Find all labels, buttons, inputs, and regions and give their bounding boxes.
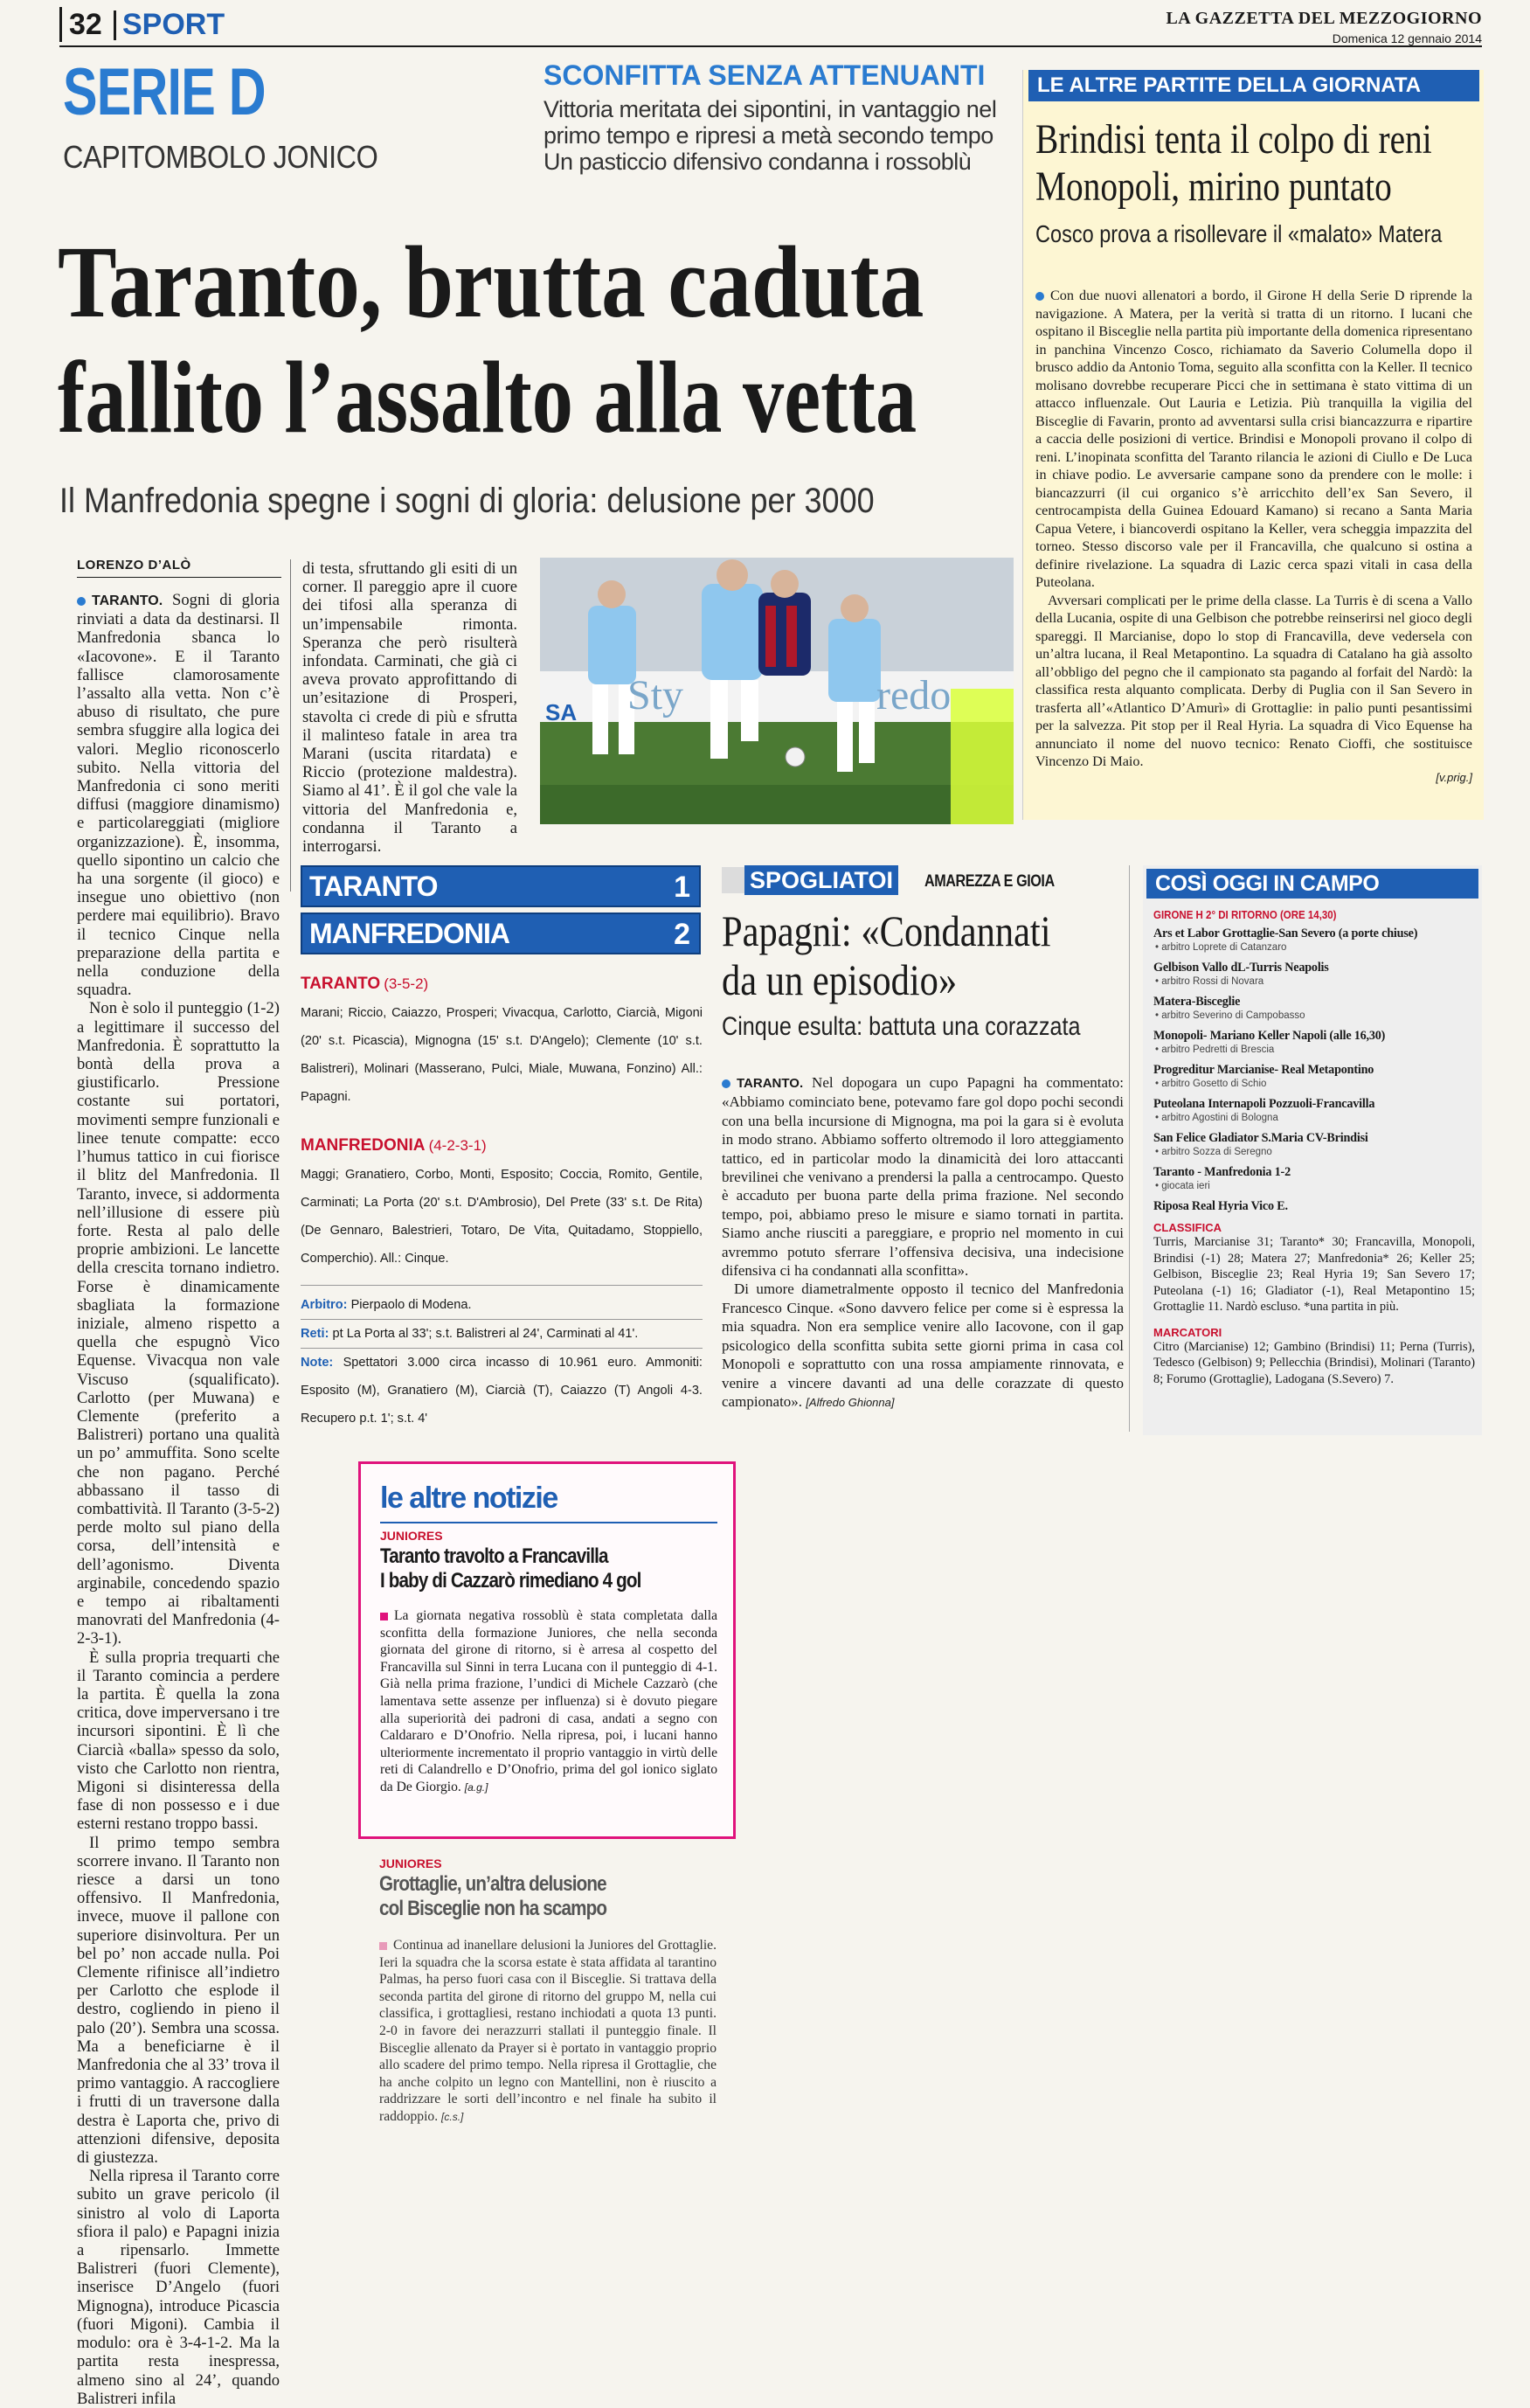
marcatori-label: MARCATORI — [1153, 1325, 1222, 1339]
summary-lines — [543, 96, 998, 175]
paragraph: Di umore diametralmente opposto il tecnico del Manfredonia Francesco Cinque. «Sono davvero felice per come si è espressa la mia squadra. Non era semplice venire allo Iacovone, con il gap psicologico della sconfitta subita sette giorni prima in casa col Monopoli e soprattutto con una rossa ampiamente rinnovata, e venire a vincere davanti ad una delle corazzate di questo campionato». — [722, 1280, 1124, 1410]
paragraph: di testa, sfruttando gli esiti di un corner. Il pareggio apre il cuore dei tifosi alla speranza di un’impensabile rimonta. Speranza che però risulterà infondata. Carminati, che già ci aveva provato approfittando di un’esitazione di Prosperi, stavolta ci crede di più e sfrutta il malinteso fatale in area tra Marani (uscita ritardata) e Riccio (protezione maldestra). Siamo al 41’. È il gol che vale la vittoria del Manfredonia e, condanna il Taranto a interrogarsi. — [302, 559, 517, 857]
referee: Pierpaolo di Modena. — [350, 1298, 472, 1312]
headline-line-2: fallito l’assalto alla vetta — [58, 340, 917, 455]
photo-banner-right: redo — [876, 672, 952, 718]
match-name: Taranto - Manfredonia 1-2 — [1153, 1165, 1291, 1179]
summary-line: primo tempo e ripresi a metà secondo tempo — [543, 122, 993, 149]
notizia-1-title-2: I baby di Cazzarò rimediano 4 gol — [380, 1569, 641, 1593]
notizia-1-title-1: Taranto travolto a Francavilla — [380, 1544, 608, 1568]
altre-partite-title-1: Brindisi tenta il colpo di reni — [1035, 116, 1432, 163]
kicker-subtitle: CAPITOMBOLO JONICO — [63, 139, 378, 175]
paragraph: Il primo tempo sembra scorrere invano. Il Taranto non riesce a darsi un tono offensivo. Il Manfredonia, invece, muove il pallone con superiore disinvoltura. Per un bel po’ non accade nulla. Poi Clemente rifinisce all’indietro per Carlotto che esplode il destro, cogliendo in pieno il palo (20’). Sembra una scossa. Ma a beneficiarne è il Manfredonia che al 33’ trova il primo vantaggio. A raccogliere i frutti di un traversone dalla destra è Laporta che, privo di attenzioni difensive, deposita di giustezza. — [77, 1833, 280, 2168]
match-name: Monopoli- Mariano Keller Napoli (alle 16,30) — [1153, 1029, 1386, 1043]
match-referee: • arbitro Rossi di Novara — [1155, 976, 1264, 987]
goals-line: Reti: pt La Porta al 33'; s.t. Balistreri al 24', Carminati al 41'. — [301, 1327, 639, 1341]
match-row — [1153, 995, 1475, 1023]
scoreboard-away-goals: 2 — [674, 918, 690, 951]
match-referee: • arbitro Agostini di Bologna — [1155, 1113, 1278, 1123]
notizia-1-body — [380, 1607, 717, 1797]
away-lineup: Maggi; Granatiero, Corbo, Monti, Esposito; Coccia, Romito, Gentile, Carminati; La Porta (20' s.t. D'Ambrosio), Del Prete (33' s.t. De Rita) (De Gennaro, Balestrieri, Totaro, De Vita, Quitadamo, Stoppiello, Comperchio). All.: Cinque. — [301, 1168, 703, 1266]
oggi-body — [1153, 909, 1475, 1387]
match-name: Riposa Real Hyria Vico E. — [1153, 1199, 1288, 1213]
league-kicker: SERIE D — [63, 55, 266, 129]
away-team-name: MANFREDONIA — [301, 1136, 426, 1155]
paragraph: Sogni di gloria rinviati a data da destinarsi. Il Manfredonia sbanca lo «Iacovone». E il Taranto fallisce clamorosamente l’assalto alla vetta. Non c’è abuso di risultato, che pure sembra sfuggire alla logica dei valori. Meglio riconoscerlo subito. Nella vittoria del Manfredonia ci sono meriti diffusi (maggiore dinamismo) e particolareggiati (migliore organizzazione). È, insomma, quello sipontino un calcio che ha una sorgente (il gioco) e insegue uno obiettivo (non perdere mai equilibrio). Bravo il tecnico Cinque nella preparazione della partita e nella conduzione della squadra. — [77, 591, 280, 1000]
matches-list — [1153, 926, 1475, 1214]
notizia-2-title-1: Grottaglie, un’altra delusione — [379, 1872, 606, 1896]
altre-partite-signature: [v.prig.] — [1436, 770, 1472, 784]
photo-sponsor: SA — [545, 699, 578, 725]
altre-partite-tag: LE ALTRE PARTITE DELLA GIORNATA — [1028, 70, 1479, 101]
tabellino — [301, 970, 703, 1433]
spogliatoi-signature: [Alfredo Ghionna] — [806, 1395, 895, 1409]
match-row — [1153, 961, 1475, 989]
match-row — [1153, 926, 1475, 954]
summary-line: Vittoria meritata dei sipontini, in vantaggio nel — [543, 96, 997, 122]
notizia-2-title-2: col Bisceglie non ha scampo — [379, 1897, 607, 1920]
altre-notizie-box — [358, 1461, 736, 1839]
spogliatoi-title-2: da un episodio» — [722, 955, 958, 1004]
spogliatoi-section — [722, 865, 1125, 1433]
headline-line-1: Taranto, brutta caduta — [58, 225, 924, 339]
notizia-2 — [377, 1851, 718, 2166]
match-row — [1153, 1063, 1475, 1091]
altre-partite-body — [1035, 287, 1472, 784]
issue-date: Domenica 12 gennaio 2014 — [1332, 31, 1482, 45]
oggi-in-campo-tag: COSÌ OGGI IN CAMPO — [1146, 869, 1478, 899]
scoreboard-home: TARANTO — [309, 871, 438, 902]
match-referee: • arbitro Pedretti di Brescia — [1155, 1044, 1275, 1055]
match-row — [1153, 1199, 1475, 1214]
summary-heading: SCONFITTA SENZA ATTENUANTI — [543, 59, 986, 91]
marcatori-text: Citro (Marcianise) 12; Gambino (Brindisi) 11; Perna (Turris), Tedesco (Gelbison) 9; Pellecchia (Brindisi), Molinari (Taranto) 8; Forumo (Grottaglie), Ladogana (S.Severo) 7. — [1153, 1339, 1475, 1386]
referee-line: Arbitro: Pierpaolo di Modena. — [301, 1298, 472, 1312]
summary-line: Un pasticcio difensivo condanna i rossoblù — [543, 149, 972, 175]
paragraph: Nella ripresa il Taranto corre subito un grave pericolo (il sinistro al volo di Laporta sfiora il palo) e Papagni inizia a ripensarlo. Immette Balistreri (fuori Clemente), inserisce D’Angelo (fuori Mignogna), introduce Picascia (fuori Migoni). Cambia il modulo: ora è 3-4-1-2. Ma la partita resta inespressa, almeno sino al 24’, quando Balistreri infila — [77, 2167, 280, 2408]
match-name: San Felice Gladiator S.Maria CV-Brindisi — [1153, 1131, 1368, 1145]
spogliatoi-deck: Cinque esulta: battuta una corazzata — [722, 1012, 1081, 1041]
spogliatoi-dateline: TARANTO. — [737, 1076, 804, 1091]
goals: pt La Porta al 33'; s.t. Balistreri al 24', Carminati al 41'. — [332, 1327, 639, 1341]
away-lineup-block — [301, 1132, 703, 1161]
home-team-name: TARANTO — [301, 975, 381, 993]
spogliatoi-tag: SPOGLIATOI — [744, 865, 898, 895]
match-name: Gelbison Vallo dL-Turris Neapolis — [1153, 961, 1329, 975]
match-referee: • arbitro Severino di Campobasso — [1155, 1010, 1305, 1021]
spogliatoi-title-1: Papagni: «Condannati — [722, 906, 1051, 955]
paragraph: Nel dopogara un cupo Papagni ha commentato: «Abbiamo cominciato bene, potevamo fare gol dopo pochi secondi con una bella incursione di Mignogna, ma poi la gara si è evoluta in modo strano. Abbiamo sofferto oltremodo il loro atteggiamento tattico, ed in particolar modo la dinamicità dei loro attaccanti brevilinei che venivano a prendersi la palla a centrocampo. Questo è accaduto per buona parte della prima frazione. Nel secondo tempo, poi, abbiamo preso le misure e siamo tornati in partita. Siamo anche riusciti a pareggiare, e proprio nel momento in cui avremmo potuto sferrare l’offensiva decisiva, una indecisione difensiva ci ha condannati alla sconfitta». — [722, 1074, 1125, 1280]
classifica-text: Turris, Marcianise 31; Taranto* 30; Francavilla, Monopoli, Brindisi (-1) 28; Matera 27; Manfredonia* 26; Keller 25; Gelbison, Bisceglie 23; Real Hyria 19; San Severo 17; Puteolana (-1) 16; Gladiator (-1), Real Metapontino 15; Grottaglie 11. Nardò escluso. *una partita in più. — [1153, 1235, 1475, 1314]
page-number: 32 — [59, 7, 102, 42]
paper-name: LA GAZZETTA DEL MEZZOGIORNO — [1166, 9, 1482, 28]
main-article-col2 — [302, 559, 517, 856]
altre-partite-box — [1022, 70, 1484, 820]
away-module: (4-2-3-1) — [428, 1137, 487, 1154]
scoreboard-home-goals: 1 — [674, 871, 690, 904]
oggi-in-campo-box — [1143, 865, 1482, 1435]
headline-deck: Il Manfredonia spegne i sogni di gloria: delusione per 3000 — [59, 482, 875, 520]
byline: LORENZO D’ALÒ — [77, 558, 191, 573]
spogliatoi-tag-sub: AMAREZZA E GIOIA — [924, 872, 1055, 891]
main-article-col1 — [77, 591, 280, 2408]
altre-partite-deck: Cosco prova a risollevare il «malato» Matera — [1035, 220, 1443, 247]
match-row — [1153, 1165, 1475, 1193]
notizia-2-signature: [c.s.] — [441, 2110, 464, 2123]
notizia-2-body — [379, 1937, 717, 2127]
match-photo — [540, 558, 1014, 824]
notes: Spettatori 3.000 circa incasso di 10.961 euro. Ammoniti: Esposito (M), Granatiero (M), Ciarcià (T), Caiazzo (T) Angoli 4-3. Recupero p.t. 1'; s.t. 4' — [301, 1356, 703, 1426]
notizia-2-category: JUNIORES — [379, 1856, 442, 1870]
girone-subhead: GIRONE H 2° DI RITORNO (ORE 14,30) — [1153, 909, 1337, 921]
dateline: TARANTO. — [92, 593, 163, 608]
match-referee: • arbitro Loprete di Catanzaro — [1155, 942, 1287, 953]
scoreboard-away: MANFREDONIA — [309, 918, 509, 949]
paragraph: Con due nuovi allenatori a bordo, il Girone H della Serie D riprende la navigazione. A Matera, per la verità si tratta di un ritorno. I lucani che ospitano il Bisceglie nella partita più importante della domenica ripresentano in panchina Vincenzo Cosco, richiamato da Saverio Columella dopo il brusco addio da Antonio Toma, seguito alla sconfitta con la Keller. Il tecnico molisano dovrebbe recuperare Picci che in settimana è stato vittima di un attacco influenzale. Out Lauria e Letizia. Più tranquilla la vigilia del Bisceglie di Favarin, pronto ad avventarsi sulla crisi biancazzurra e ripartire a caccia delle posizioni di vertice. Brindisi e Monopoli provano il colpo di reni. L’inopinata sconfitta del Taranto rilancia le azioni di Ciullo e De Luca in chiave podio. Le avversarie campane sono da prendere con le molle: i biancazzurri (il cui organico s’è arricchito dell’ex San Severo, il centrocampista della Guinea Edouard Kamano) si recano a Santa Maria Capua Vetere, i biancoverdi ospitano la Keller, vera scheggia impazzita del torneo. Stesso discorso vale per il Francavilla, che qualcuno si ostina a definire rivelazione. La squadra di Lazic cerca spazi vitali in casa della Puteolana. — [1035, 288, 1472, 590]
section-name: SPORT — [122, 8, 225, 41]
notizia-1-category: JUNIORES — [380, 1529, 443, 1543]
home-lineup: Marani; Riccio, Caiazzo, Prosperi; Vivacqua, Carlotto, Ciarcià, Migoni (20' s.t. Picascia), Mignogna (15' s.t. D'Angelo); Clemente (10' s.t. Balistreri), Molinari (Masserano, Pulci, Miale, Muwana, Fonzino) All.: Papagni. — [301, 1006, 703, 1104]
home-module: (3-5-2) — [384, 975, 429, 992]
paragraph: Avversari complicati per le prime della classe. La Turris è di scena a Vallo della Lucania, ospite di una Gelbison che potrebbe reinserirsi nel gioco degli spareggi. Il Marcianise, dopo lo stop di Francavilla, deve vedersela con un’altra lucana, il Real Metapontino. La squadra di Catalano ha già assolto all’obbligo del pegno che il campionato sta pagando al forfait del Nardò: la classifica resta alquanto complicata. Derby di Puglia con il San Severo in trasferta all’«Atlantico D’Amurì» di Grottaglie: in palio punti pesantissimi per la salvezza. Pit stop per il Real Hyria. La squadra di Vico Equense ha annunciato il nome del nuovo tecnico: Renato Cioffi, che sostituisce Vincenzo Di Maio. — [1035, 592, 1472, 769]
scoreboard — [301, 865, 701, 956]
home-lineup-block — [301, 970, 703, 999]
match-referee: • arbitro Gosetto di Schio — [1155, 1079, 1267, 1089]
match-name: Ars et Labor Grottaglie-San Severo (a porte chiuse) — [1153, 926, 1418, 940]
paragraph: È sulla propria trequarti che il Taranto comincia a perdere la partita. È quella la zona critica, dove imperversano i tre incursori sipontini. È lì che Ciarcià «balla» spesso da solo, visto che Carlotto non rientra, Migoni si disinteressa della fase di non possesso e i due esterni restano troppo bassi. — [77, 1648, 280, 1834]
altre-partite-title-2: Monopoli, mirino puntato — [1035, 163, 1392, 210]
match-row — [1153, 1097, 1475, 1125]
masthead — [59, 7, 1482, 47]
match-row — [1153, 1029, 1475, 1057]
match-name: Matera-Bisceglie — [1153, 995, 1241, 1009]
match-name: Puteolana Internapoli Pozzuoli-Francavilla — [1153, 1097, 1375, 1111]
match-referee: • arbitro Sozza di Seregno — [1155, 1147, 1272, 1157]
paragraph: La giornata negativa rossoblù è stata completata dalla sconfitta della formazione Juniores, che nella seconda giornata del girone di ritorno, si è arresa al cospetto del Francavilla sul Sinni in terra Lucana con il punteggio di 4-1. Già nella prima frazione, l’undici di Michele Cazzarò (che lamentava sette assenze per influenza) si è dovuto piegare alla superiorità dei padroni di casa, andati a segno con Caldararo e D’Onofrio. Nella ripresa, poi, i lucani hanno ulteriormente incrementato il proprio vantaggio in virtù delle reti di Calandrello e D’Onofrio, prima del gol ionico siglato da De Giorgio. — [380, 1608, 717, 1794]
match-row — [1153, 1131, 1475, 1159]
notes-line: Note: Spettatori 3.000 circa incasso di 10.961 euro. Ammoniti: Esposito (M), Granatiero (M), Ciarcià (T), Caiazzo (T) Angoli 4-3. Recupero p.t. 1'; s.t. 4' — [301, 1356, 703, 1426]
spogliatoi-body — [722, 1073, 1124, 1412]
photo-banner-left: Sty — [627, 672, 684, 718]
match-referee: • giocata ieri — [1155, 1181, 1210, 1191]
match-name: Progreditur Marcianise- Real Metapontino — [1153, 1063, 1374, 1077]
notizia-1-signature: [a.g.] — [464, 1780, 488, 1794]
altre-notizie-tag: le altre notizie — [380, 1482, 557, 1515]
paragraph: Non è solo il punteggio (1-2) a legittimare il successo del Manfredonia. È soprattutto la bontà della prova a giustificarlo. Pressione costante sui portatori, movimenti sempre funzionali e linee tenute compatte: ecco l’humus tattico in cui fiorisce il blitz del Manfredonia. Il Taranto, invece, si addormenta nell’illusione di essere più forte. Resta al palo delle proprie ambizioni. Le lancette della crescita tornano indietro. Forse è dinamicamente sbagliata la formazione iniziale, almeno rispetto a quella che espugnò Vico Equense. Vivacqua non vale Viscuso (squalificato). Carlotto (per Muwana) e Clemente (preferito a Balistreri) portano una qualità un po’ ammuffita. Sono scelte che non pagano. Perché abbassano il tasso di combattività. Il Taranto (3-5-2) perde molto sul piano della corsa, dell’intensità e dell’agonismo. Diventa arginabile, concedendo spazio e tempo ai ribaltamenti manovrati del Manfredonia (4-2-3-1). — [77, 999, 280, 1648]
paragraph: Continua ad inanellare delusioni la Juniores del Grottaglie. Ieri la squadra che la scorsa estate è stata affidata al tarantino Palmas, ha perso fuori casa con il Bisceglie. Si trattava della seconda partita del girone di ritorno del gruppo M, nella cui classifica, i grottagliesi, restano inchiodati a quota 13 punti. 2-0 in favore dei nerazzurri stallati il punteggio finale. Il Bisceglie allenato da Prayer si è portato in vantaggio proprio allo scadere del primo tempo. Nella ripresa il Grottaglie, che ha anche colpito un legno con Mantellini, non è riuscito a raddrizzare le sorti dell’incontro e nel finale ha subito il raddoppio. — [379, 1938, 717, 2124]
classifica-label: CLASSIFICA — [1153, 1221, 1222, 1234]
